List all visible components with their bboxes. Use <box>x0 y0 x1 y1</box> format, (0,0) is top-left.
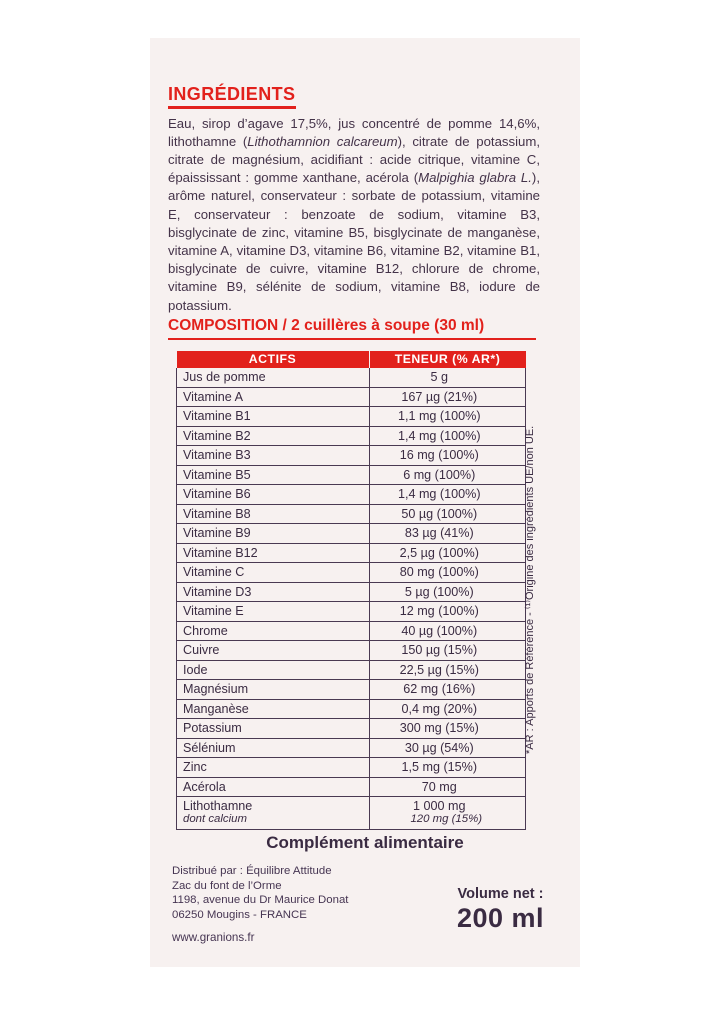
distributor-line-4: 06250 Mougins - FRANCE <box>172 908 307 921</box>
table-row <box>177 758 526 778</box>
nutrient-value-cell: 150 µg (15%) <box>369 641 526 661</box>
nutrient-value-cell: 30 µg (54%) <box>369 738 526 758</box>
nutrient-value-cell: 300 mg (15%) <box>369 719 526 739</box>
nutrient-value-cell: 40 µg (100%) <box>369 621 526 641</box>
nutrient-value-cell: 12 mg (100%) <box>369 602 526 622</box>
nutrient-value-cell: 0,4 mg (20%) <box>369 699 526 719</box>
table-row <box>177 368 526 387</box>
nutrient-value-cell: 22,5 µg (15%) <box>369 660 526 680</box>
nutrient-name-cell: Zinc <box>177 758 370 778</box>
nutrient-name-cell: Acérola <box>177 777 370 797</box>
nutrient-name-cell: Cuivre <box>177 641 370 661</box>
nutrient-value-cell: 83 µg (41%) <box>369 524 526 544</box>
table-row <box>177 699 526 719</box>
nutrient-value-cell: 2,5 µg (100%) <box>369 543 526 563</box>
table-row <box>177 797 526 830</box>
nutrient-value-cell: 80 mg (100%) <box>369 563 526 583</box>
nutrition-table-body <box>177 368 526 830</box>
nutrient-name-cell: Lithothamne dont calcium <box>177 797 370 830</box>
ingredient-text-run: Eau, sirop d’agave 17,5%, jus concentré de pomme 14,6%, lithothamne ( <box>168 115 540 149</box>
nutrient-value-cell: 62 mg (16%) <box>369 680 526 700</box>
nutrient-name-cell: Vitamine B6 <box>177 485 370 505</box>
table-row <box>177 582 526 602</box>
nutrient-name-cell: Sélénium <box>177 738 370 758</box>
reference-footnote-text: *AR : Apports de Référence - ⁽¹⁾Origine des ingrédients UE/non UE. <box>524 425 536 754</box>
nutrient-value-cell: 16 mg (100%) <box>369 446 526 466</box>
table-row <box>177 738 526 758</box>
table-row <box>177 563 526 583</box>
ingredients-text <box>168 115 540 315</box>
nutrient-name-cell: Magnésium <box>177 680 370 700</box>
distributor-line-2: Zac du font de l’Orme <box>172 879 282 892</box>
nutrient-name-cell: Iode <box>177 660 370 680</box>
nutrient-name-cell: Vitamine D3 <box>177 582 370 602</box>
nutrient-value-cell: 1,5 mg (15%) <box>369 758 526 778</box>
nutrient-name-cell: Vitamine B9 <box>177 524 370 544</box>
table-row <box>177 465 526 485</box>
table-row <box>177 660 526 680</box>
table-row <box>177 524 526 544</box>
nutrient-name-cell: Vitamine B3 <box>177 446 370 466</box>
table-row <box>177 719 526 739</box>
supplement-statement: Complément alimentaire <box>266 833 464 852</box>
latin-name: Malpighia glabra L. <box>418 170 532 186</box>
table-row <box>177 641 526 661</box>
nutrient-value-cell: 1,4 mg (100%) <box>369 426 526 446</box>
column-header-actifs: ACTIFS <box>177 351 370 368</box>
table-row <box>177 485 526 505</box>
nutrient-value-cell: 5 g <box>369 368 526 387</box>
composition-heading: COMPOSITION / 2 cuillères à soupe (30 ml) <box>168 317 485 334</box>
table-row <box>177 426 526 446</box>
ingredient-text-run: ), citrate de potassium, citrate de magnésium, acidifiant : acide citrique, vitamine C, épaississant : gomme xanthane, acérola ( <box>168 133 541 186</box>
nutrient-name-cell: Potassium <box>177 719 370 739</box>
nutrient-name-cell: Vitamine B5 <box>177 465 370 485</box>
distributor-block <box>172 864 348 946</box>
nutrient-name-cell: Chrome <box>177 621 370 641</box>
website-url: www.granions.fr <box>172 931 255 945</box>
table-row <box>177 446 526 466</box>
nutrient-name-cell: Vitamine B12 <box>177 543 370 563</box>
nutrient-name-cell: Vitamine C <box>177 563 370 583</box>
net-volume-block <box>438 885 563 933</box>
net-volume-label: Volume net : <box>457 886 544 902</box>
nutrient-name-cell: Vitamine B8 <box>177 504 370 524</box>
nutrient-name-cell: Vitamine B2 <box>177 426 370 446</box>
nutrient-value-cell: 70 mg <box>369 777 526 797</box>
nutrient-name-cell: Vitamine A <box>177 387 370 407</box>
net-volume-value: 200 ml <box>456 903 545 933</box>
nutrient-value-cell: 1,1 mg (100%) <box>369 407 526 427</box>
nutrient-name-cell: Jus de pomme <box>177 368 370 387</box>
ingredient-text-run: ), arôme naturel, conservateur : sorbate de potassium, vitamine E, conservateur : benzoate de sodium, vitamine B3, bisglycinate de zinc, vitamine B5, bisglycinate de manganèse, vitamine A, vitamine D3, vitamine B6, vitamine B2, vitamine B1, bisglycinate de cuivre, vitamine B12, chlorure de chrome, vitamine B9, sélénite de sodium, vitamine B8, iodure de potassium. <box>168 170 540 313</box>
table-header-row <box>177 351 526 368</box>
table-row <box>177 621 526 641</box>
distributor-line-3: 1198, avenue du Dr Maurice Donat <box>172 894 349 907</box>
nutrient-sub-value: 120 mg (15%) <box>410 813 483 825</box>
nutrient-value-cell: 1,4 mg (100%) <box>369 485 526 505</box>
nutrient-value-cell: 6 mg (100%) <box>369 465 526 485</box>
table-row <box>177 504 526 524</box>
ingredients-heading: INGRÉDIENTS <box>168 84 296 104</box>
nutrition-table <box>176 351 526 830</box>
nutrient-value-cell: 50 µg (100%) <box>369 504 526 524</box>
latin-name: Lithothamnion calcareum <box>247 133 398 149</box>
nutrient-name-cell: Vitamine B1 <box>177 407 370 427</box>
nutrient-value-cell: 5 µg (100%) <box>369 582 526 602</box>
table-row <box>177 777 526 797</box>
composition-heading-underline <box>168 338 536 341</box>
column-header-teneur: TENEUR (% AR*) <box>369 351 526 368</box>
table-row <box>177 602 526 622</box>
ingredients-heading-underline <box>168 106 296 109</box>
nutrient-name-cell: Vitamine E <box>177 602 370 622</box>
nutrition-table-head <box>177 351 526 368</box>
nutrient-sub-name: dont calcium <box>183 813 247 825</box>
ingredients-section <box>168 85 540 315</box>
table-row <box>177 387 526 407</box>
composition-section <box>168 318 540 340</box>
nutrient-value-cell: 167 µg (21%) <box>369 387 526 407</box>
nutrient-value-cell: 1 000 mg 120 mg (15%) <box>369 797 526 830</box>
nutrient-name-cell: Manganèse <box>177 699 370 719</box>
distributor-line-1: Distribué par : Équilibre Attitude <box>172 865 332 877</box>
table-row <box>177 407 526 427</box>
table-row <box>177 543 526 563</box>
product-label-panel <box>150 38 580 967</box>
table-row <box>177 680 526 700</box>
